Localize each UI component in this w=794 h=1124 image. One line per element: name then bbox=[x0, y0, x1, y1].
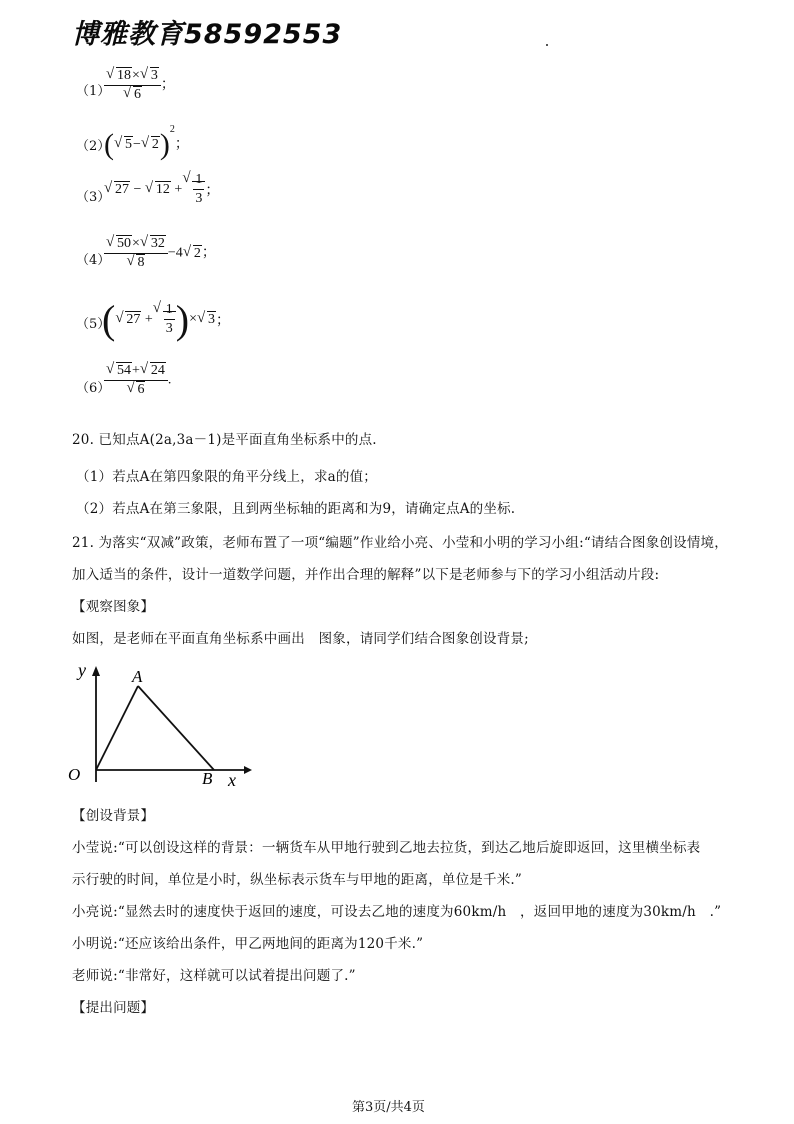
exercise-5-expression: (√ 27 + √ $\frac{1}{3}$ )×√ 3； bbox=[102, 296, 230, 343]
exercise-3-expression: √ 27 − √ 12 + √ $\frac{1}{3}$ ； bbox=[104, 172, 219, 207]
teacher-line: 老师说:“非常好，这样就可以试着提出问题了.” bbox=[72, 968, 356, 984]
exercise-1-suffix: ； bbox=[160, 77, 175, 93]
segment-oa bbox=[96, 686, 138, 770]
exercise-6-expression: √ 54+√ 24 √ 6 . bbox=[104, 363, 171, 398]
section-create: 【创设背景】 bbox=[72, 808, 155, 824]
q21-stem-line-2: 加入适当的条件，设计一道数学问题，并作出合理的解释”以下是老师参与下的学习小组活动片段: bbox=[72, 567, 660, 583]
q21-stem-line-1: 21. 为落实“双减”政策，老师布置了一项“编题”作业给小亮、小莹和小明的学习小组:“请结合图象创设情境， bbox=[72, 535, 728, 551]
q20-stem: 20. 已知点A(2a,3a－1)是平面直角坐标系中的点. bbox=[72, 432, 377, 448]
segment-ab bbox=[138, 686, 214, 770]
exercise-4-expression: √ 50×√ 32 √ 8 −4√ 2； bbox=[104, 236, 216, 271]
exercise-2-expression: (√ 5−√ 2)$^2$； bbox=[104, 124, 189, 162]
x-axis-label: x bbox=[228, 770, 236, 790]
page-footer: 第3页/共4页 bbox=[352, 1100, 425, 1115]
q20-part-2: （2）若点A在第三象限，且到两坐标轴的距离和为9，请确定点A的坐标. bbox=[76, 501, 516, 517]
exercise-3-label: （3） bbox=[76, 190, 111, 205]
exercise-1-expression: √ 18×√ 3 √ 6 ； bbox=[104, 68, 175, 103]
ying-line-1: 小莹说:“可以创设这样的背景：一辆货车从甲地行驶到乙地去拉货，到达乙地后旋即返回，这里横坐标表 bbox=[72, 840, 701, 856]
point-b-label: B bbox=[202, 769, 213, 788]
section-ask: 【提出问题】 bbox=[72, 1000, 155, 1016]
ming-line: 小明说:“还应该给出条件，甲乙两地间的距离为120千米.” bbox=[72, 936, 424, 952]
origin-label: O bbox=[68, 765, 81, 784]
exercise-5-label: （5） bbox=[76, 317, 111, 332]
triangle-graph bbox=[62, 660, 252, 790]
liang-line: 小亮说:“显然去时的速度快于返回的速度，可设去乙地的速度为60km/h ，返回甲地的速度为30km/h .” bbox=[72, 904, 722, 920]
exercise-4-label: （4） bbox=[76, 253, 111, 268]
exercise-1-label: （1） bbox=[76, 84, 111, 99]
exercise-2-label: （2） bbox=[76, 139, 111, 154]
observe-text: 如图，是老师在平面直角坐标系中画出 图象，请同学们结合图象创设背景; bbox=[72, 631, 529, 647]
q20-part-1: （1）若点A在第四象限的角平分线上，求a的值； bbox=[76, 469, 377, 485]
y-axis-arrow bbox=[92, 666, 100, 676]
scan-dot bbox=[546, 44, 548, 46]
header-title: 博雅教育58592553 bbox=[72, 19, 343, 50]
x-axis-arrow bbox=[244, 766, 252, 774]
point-a-label: A bbox=[132, 667, 143, 686]
ying-line-2: 示行驶的时间，单位是小时，纵坐标表示货车与甲地的距离，单位是千米.” bbox=[72, 872, 522, 888]
exercise-6-label: （6） bbox=[76, 381, 111, 396]
section-observe: 【观察图象】 bbox=[72, 599, 155, 615]
y-axis-label: y bbox=[78, 660, 86, 680]
